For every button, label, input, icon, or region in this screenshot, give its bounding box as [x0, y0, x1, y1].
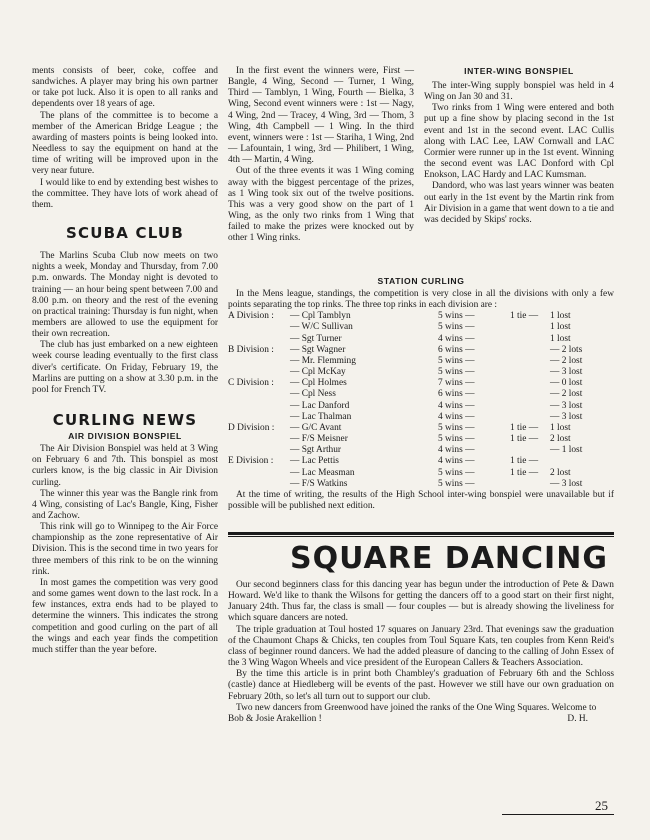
division-label: [228, 412, 290, 423]
standings-row: [228, 311, 600, 322]
rink-name: — W/C Sullivan: [290, 322, 353, 333]
station-curling-subheading: STATION CURLING: [377, 276, 465, 286]
standings-row: [228, 423, 600, 434]
lost-cell: — 1 lost: [550, 445, 583, 456]
wins-cell: 4 wins —: [438, 411, 475, 422]
scuba-club-heading: SCUBA CLUB: [66, 224, 184, 243]
tie-cell: [510, 445, 550, 456]
paragraph: The Air Division Bonspiel was held at 3 Wing on February 6 and 7th. This bonspiel as most curlers know, is the big classic in Air Division curling.: [32, 444, 218, 488]
paragraph: The plans of the committee is to become a member of the American Bridge League ; the awarding of masters points is being looked into. Needless to say the equipment on hand at the time of writing will be improved upon in the very near future.: [32, 110, 218, 177]
division-label: [228, 468, 290, 479]
standings-row: [228, 401, 600, 412]
division-label: [228, 479, 290, 490]
tie-cell: [510, 322, 550, 333]
section-divider: [228, 532, 614, 535]
standings-row: [228, 479, 600, 490]
division-label: E Division :: [228, 456, 274, 467]
lost-cell: 1 lost: [550, 311, 571, 322]
section-divider: [228, 536, 614, 537]
wins-cell: 5 wins —: [438, 311, 475, 322]
lost-cell: — 2 lots: [550, 344, 583, 355]
square-dancing-section: [228, 580, 614, 725]
rink-name: — F/S Watkins: [290, 478, 348, 489]
standings-row: [228, 434, 600, 445]
wins-cell: 4 wins —: [438, 445, 475, 456]
paragraph: Two rinks from 1 Wing were entered and both put up a fine show by placing second in the 1st event and 1st in the second event. LAC Cullis along with LAC Lee, LAW Cornwall and LAC Cormier were runner up in the 1st event. Winning the second event was LAC Donford with Cpl Enokson, LAC Hardy and LAC Kumsman.: [424, 103, 614, 181]
lost-cell: [550, 456, 600, 467]
lost-cell: 1 lost: [550, 322, 571, 333]
tie-cell: [510, 401, 550, 412]
lost-cell: — 2 lost: [550, 355, 583, 366]
paragraph: The inter-Wing supply bonspiel was held in 4 Wing on Jan 30 and 31.: [424, 81, 614, 103]
square-dancing-heading: SQUARE DANCING: [290, 541, 608, 576]
paragraph: ments consists of beer, coke, coffee and sandwiches. A player may bring his own partner or take pot luck. Also it is open to all ranks and dependents over 18 years of age.: [32, 66, 218, 110]
rink-name: — G/C Avant: [290, 422, 342, 433]
rink-name: — Cpl McKay: [290, 367, 346, 378]
column-1: [32, 66, 218, 656]
paragraph: In the Mens league, standings, the competition is very close in all the divisions with only a few points separating the top rinks. The three top rinks in each division are :: [228, 289, 614, 311]
rink-name: — Cpl Holmes: [290, 378, 347, 389]
lost-cell: — 3 lost: [550, 400, 583, 411]
wins-cell: 5 wins —: [438, 367, 475, 378]
author-signature: D. H.: [567, 713, 588, 724]
curling-news-heading: CURLING NEWS: [52, 411, 198, 430]
standings-row: [228, 334, 600, 345]
tie-cell: 1 tie —: [510, 311, 539, 322]
closing-line: Two new dancers from Greenwood have joined the ranks of the One Wing Squares. Welcome to Bob & Josie Arakellion !: [228, 702, 597, 724]
division-label: [228, 434, 290, 445]
tie-cell: [510, 334, 550, 345]
paragraph: The club has just embarked on a new eighteen week course leading eventually to the first class diver's certificate. On Friday, February 19, the Marlins are putting on a show at 3.30 p.m. in the pool for French TV.: [32, 340, 218, 395]
lost-cell: — 3 lost: [550, 478, 583, 489]
division-label: [228, 401, 290, 412]
standings-row: [228, 445, 600, 456]
wins-cell: 4 wins —: [438, 456, 475, 467]
standings-row: [228, 389, 600, 400]
lost-cell: — 2 lost: [550, 389, 583, 400]
division-label: [228, 389, 290, 400]
lost-cell: 1 lost: [550, 333, 571, 344]
paragraph: I would like to end by extending best wishes to the committee. They have lots of work ahead of them.: [32, 177, 218, 210]
standings-row: [228, 367, 600, 378]
paragraph: Our second beginners class for this dancing year has begun under the introduction of Pete & Dawn Howard. We'd like to thank the Wilsons for getting the dancers off to a good start on their first night, January 24th. Thus far, the class is small — four couples — but is already showing the liveliness for which square dancers are noted.: [228, 580, 614, 624]
standings-row: [228, 356, 600, 367]
tie-cell: [510, 412, 550, 423]
rink-name: — Lac Danford: [290, 400, 350, 411]
rink-name: — Sgt Wagner: [290, 344, 346, 355]
wins-cell: 5 wins —: [438, 467, 475, 478]
paragraph: This rink will go to Winnipeg to the Air Force championship as the zone representative of Air Division. This is the second time in two years for three members of this rink to be on the winning rink.: [32, 522, 218, 577]
rink-name: — Lac Measman: [290, 467, 355, 478]
division-label: B Division :: [228, 344, 274, 355]
rink-name: — Cpl Tamblyn: [290, 311, 351, 322]
tie-cell: 1 tie —: [510, 434, 539, 445]
wins-cell: 5 wins —: [438, 434, 475, 445]
lost-cell: 2 lost: [550, 434, 571, 445]
tie-cell: 1 tie —: [510, 467, 539, 478]
paragraph: [228, 703, 614, 725]
division-label: [228, 367, 290, 378]
standings-row: [228, 412, 600, 423]
paragraph: In the first event the winners were, First — Bangle, 4 Wing, Second — Turner, 1 Wing, Third — Tamblyn, 1 Wing, Fourth — Bielka, 3 Wing, Second event winners were : 1st — Nagy, 4 Wing, 2nd — Tracey, 4 Wing, 3rd — Thom, 3 Wing, 4th Campbell — 1 Wing. In the third event, winners were : 1st — Stariha, 1 Wing, 2nd — Lafountain, 1 wing, 3rd — Philibert, 1 Wing, 4th — Martin, 4 Wing.: [228, 66, 414, 166]
column-3: [424, 66, 614, 226]
wins-cell: 5 wins —: [438, 478, 475, 489]
tie-cell: [510, 479, 550, 490]
wins-cell: 4 wins —: [438, 400, 475, 411]
lost-cell: 2 lost: [550, 467, 571, 478]
paragraph: Out of the three events it was 1 Wing coming away with the biggest percentage of the prizes, as 1 Wing took six out of the twelve positions. This was a very good show on the part of 1 Wing, as the only two rinks from 1 Wing that failed to make the prizes were knocked out by other 1 Wing rinks.: [228, 166, 414, 244]
wins-cell: 5 wins —: [438, 422, 475, 433]
tie-cell: [510, 389, 550, 400]
station-curling-section: [228, 276, 614, 512]
division-label: [228, 322, 290, 333]
lost-cell: — 3 lost: [550, 411, 583, 422]
standings-row: [228, 322, 600, 333]
division-label: [228, 445, 290, 456]
air-division-bonspiel-subheading: AIR DIVISION BONSPIEL: [68, 431, 182, 442]
rink-name: — Cpl Ness: [290, 389, 336, 400]
paragraph: The triple graduation at Toul hosted 17 squares on January 23rd. That evenings saw the graduation of the Chaumont Chaps & Chicks, ten couples from Toul Square Kats, ten couples from Kenn Reid's class of beginner round dancers. We had the added pleasure of dancing to the calling of John Essex of the 3 Wing Wagon Wheels and vice president of the European Callers & Teachers Association.: [228, 624, 614, 669]
tie-cell: [510, 367, 550, 378]
paragraph: Dandord, who was last years winner was beaten out early in the 1st event by the Martin rink from Air Division in a game that went down to a tie and was decided by Skips' rocks.: [424, 181, 614, 225]
tie-cell: 1 tie —: [510, 456, 539, 467]
rink-name: — F/S Meisner: [290, 434, 348, 445]
rink-name: — Sgt Turner: [290, 333, 342, 344]
rink-name: — Mr. Flemming: [290, 355, 356, 366]
rink-name: — Lac Pettis: [290, 456, 339, 467]
wins-cell: 5 wins —: [438, 322, 475, 333]
division-label: A Division :: [228, 311, 274, 322]
paragraph: By the time this article is in print both Chambley's graduation of February 6th and the Schloss (castle) dance at Hiedleberg will be events of the past. However we still have our own graduation on February 20th, so let's all turn out to support our club.: [228, 669, 614, 702]
wins-cell: 5 wins —: [438, 355, 475, 366]
standings-row: [228, 456, 600, 467]
division-label: D Division :: [228, 422, 275, 433]
inter-wing-bonspiel-subheading: INTER-WING BONSPIEL: [464, 66, 574, 76]
footer-rule: [502, 814, 614, 815]
division-label: C Division :: [228, 378, 274, 389]
column-2: [228, 66, 414, 245]
tie-cell: [510, 378, 550, 389]
tie-cell: [510, 345, 550, 356]
wins-cell: 6 wins —: [438, 389, 475, 400]
standings-table: [228, 311, 600, 490]
rink-name: — Sgt Arthur: [290, 445, 342, 456]
rink-name: — Lac Thalman: [290, 411, 352, 422]
tie-cell: [510, 356, 550, 367]
wins-cell: 4 wins —: [438, 333, 475, 344]
lost-cell: — 3 lost: [550, 367, 583, 378]
lost-cell: — 0 lost: [550, 378, 583, 389]
tie-cell: 1 tie —: [510, 422, 539, 433]
page-number: 25: [595, 798, 608, 813]
paragraph: In most games the competition was very good and some games went down to the last rock. In a few instances, extra ends had to be played to determine the winners. This indicates the strong competition and good curling on the part of all the wings and each year finds the competition much stiffer than the year before.: [32, 577, 218, 655]
wins-cell: 6 wins —: [438, 344, 475, 355]
standings-row: [228, 345, 600, 356]
paragraph: At the time of writing, the results of the High School inter-wing bonspiel were unavailable but if possible will be published next edition.: [228, 489, 614, 511]
paragraph: The Marlins Scuba Club now meets on two nights a week, Monday and Thursday, from 7.00 p.m. onwards. The Monday night is devoted to training — an hour being spent between 7.00 and 8.00 p.m. on theory and the rest of the evening on practical training: Thursday is fun night, when members are allowed to use the equipment for their own recreation.: [32, 251, 218, 340]
standings-row: [228, 378, 600, 389]
division-label: [228, 356, 290, 367]
wins-cell: 7 wins —: [438, 378, 475, 389]
division-label: [228, 334, 290, 345]
paragraph: The winner this year was the Bangle rink from 4 Wing, consisting of Lac's Bangle, King, Fisher and Zachow.: [32, 488, 218, 521]
standings-row: [228, 468, 600, 479]
lost-cell: 1 lost: [550, 422, 571, 433]
